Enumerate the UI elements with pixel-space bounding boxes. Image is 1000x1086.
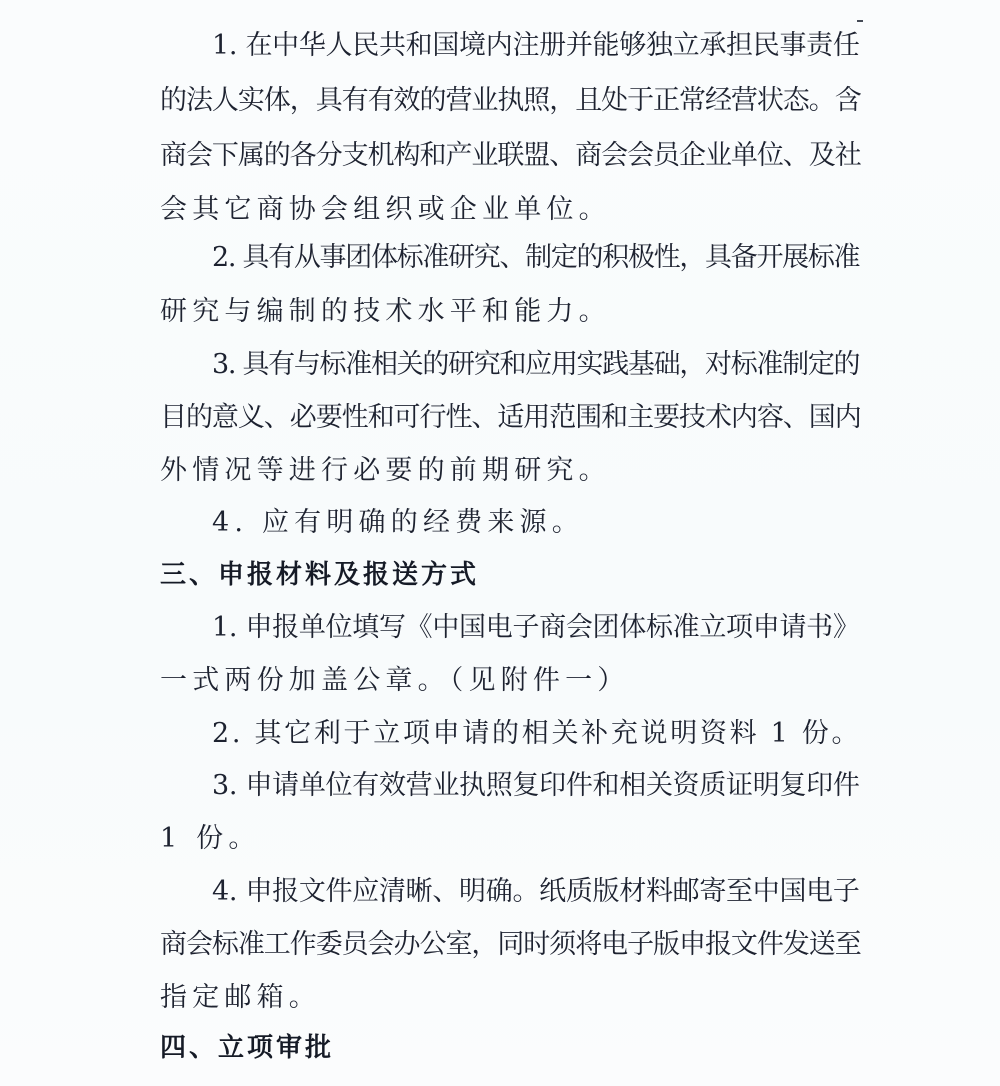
section3-item4-line-1: 4. 申报文件应清晰、明确。纸质版材料邮寄至中国电子 <box>212 876 860 907</box>
section3-item1-line-1: 1. 申报单位填写《中国电子商会团体标准立项申请书》 <box>212 612 860 643</box>
req2-line-1: 2. 具有从事团体标准研究、制定的积极性，具备开展标准 <box>212 242 860 273</box>
req1-line-2: 的法人实体，具有有效的营业执照，且处于正常经营状态。含 <box>160 85 861 116</box>
req2-line-2: 研究与编制的技术水平和能力。 <box>160 296 611 327</box>
req1-line-3: 商会下属的各分支机构和产业联盟、商会会员企业单位、及社 <box>160 140 861 171</box>
section3-item3-line-2: 1 份。 <box>160 823 261 854</box>
req1-line-1: 1. 在中华人民共和国境内注册并能够独立承担民事责任 <box>212 30 860 61</box>
section3-item3-line-1: 3. 申请单位有效营业执照复印件和相关资质证明复印件 <box>212 770 860 801</box>
section3-heading: 三、申报材料及报送方式 <box>160 560 480 590</box>
section3-item2-line-1: 2. 其它利于立项申请的相关补充说明资料 1 份。 <box>212 718 862 749</box>
section3-item4-line-3: 指定邮箱。 <box>160 982 321 1013</box>
section3-item4-line-2: 商会标准工作委员会办公室，同时须将电子版申报文件发送至 <box>160 929 861 960</box>
section4-heading: 四、立项审批 <box>160 1033 335 1063</box>
req1-line-4: 会其它商协会组织或企业单位。 <box>160 194 611 225</box>
req3-line-3: 外情况等进行必要的前期研究。 <box>160 455 611 486</box>
req3-line-1: 3. 具有与标准相关的研究和应用实践基础，对标准制定的 <box>212 349 860 380</box>
scan-mark <box>857 20 863 22</box>
req3-line-2: 目的意义、必要性和可行性、适用范围和主要技术内容、国内 <box>160 402 861 433</box>
section3-item1-line-2: 一式两份加盖公章。（见附件一） <box>160 665 630 696</box>
req4-line-1: 4. 应有明确的经费来源。 <box>212 507 584 538</box>
